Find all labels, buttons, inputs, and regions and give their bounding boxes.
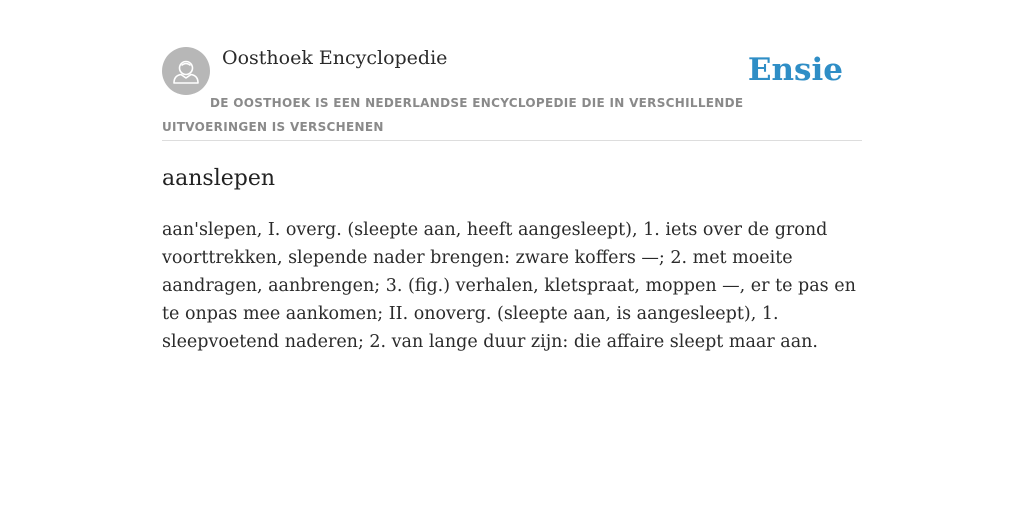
source-title[interactable]: Oosthoek Encyclopedie bbox=[222, 47, 448, 69]
source-avatar[interactable] bbox=[162, 47, 210, 95]
entry-title: aanslepen bbox=[162, 166, 276, 191]
brand-logo[interactable]: Ensie bbox=[747, 52, 843, 88]
user-outline-icon bbox=[162, 47, 210, 95]
source-description: DE OOSTHOEK IS EEN NEDERLANDSE ENCYCLOPEDIE DIE IN VERSCHILLENDE UITVOERINGEN IS VERSCHENEN bbox=[162, 96, 744, 134]
entry-body: aan'slepen, I. overg. (sleepte aan, heeft aangesleept), 1. iets over de grond voorttrekken, slepende nader brengen: zware koffers —; 2. met moeite aandragen, aanbrengen; 3. (fig.) verhalen, kletspraat, moppen —, er te pas en te onpas mee aankomen; II. onoverg. (sleepte aan, is aangesleept), 1. sleepvoetend naderen; 2. van lange duur zijn: die affaire sleept maar aan. bbox=[162, 220, 856, 352]
source-header bbox=[162, 46, 862, 141]
